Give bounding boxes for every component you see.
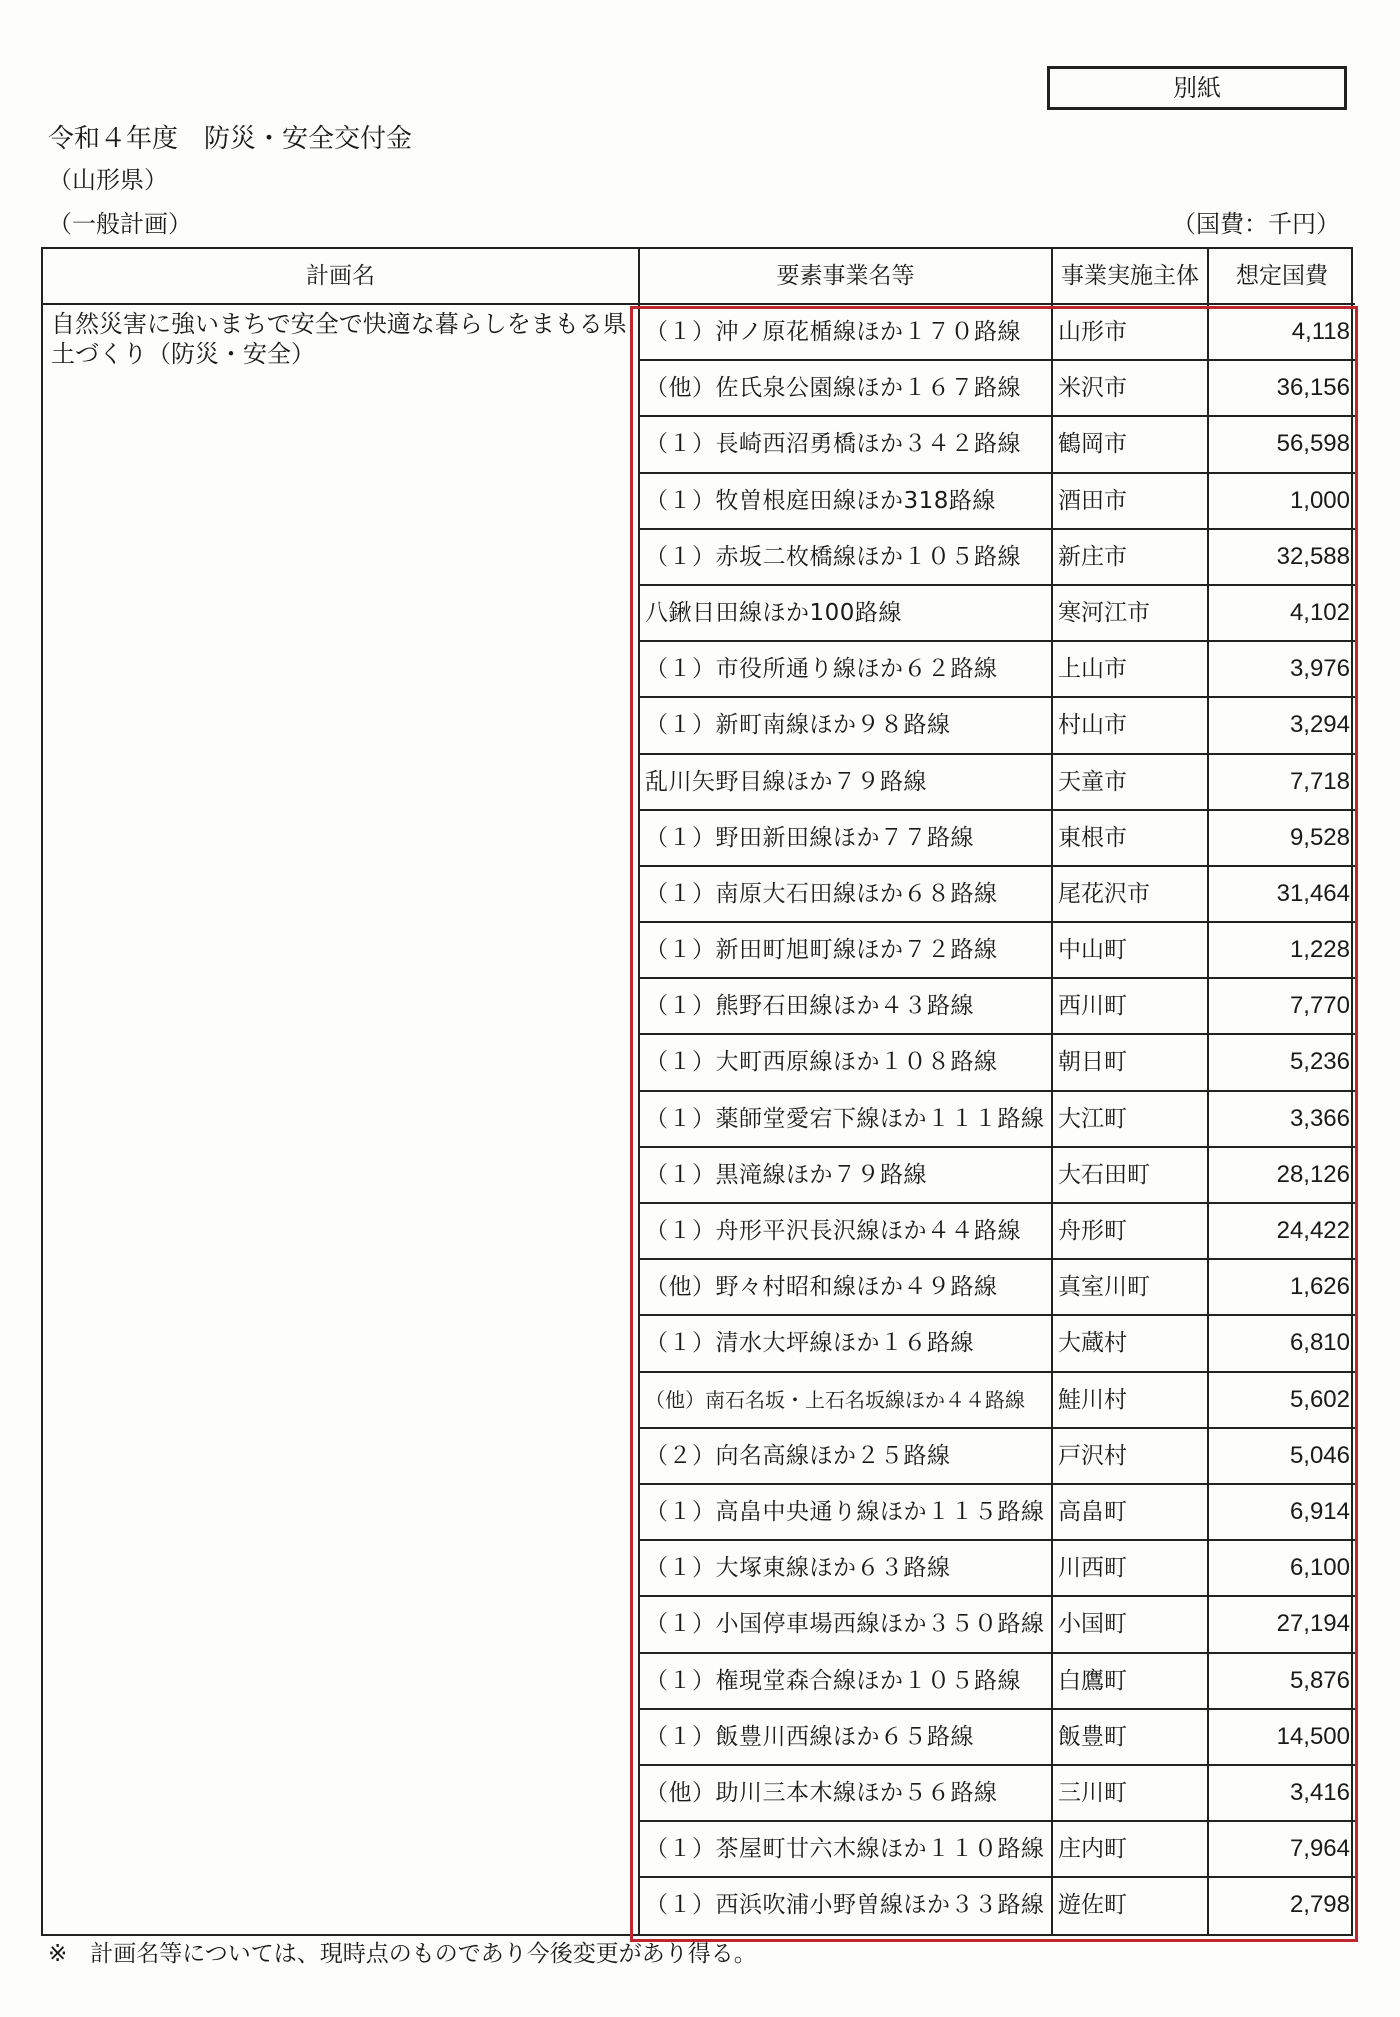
column-header-plan: 計画名	[43, 249, 640, 305]
amount-cell: 7,964	[1209, 1822, 1355, 1878]
project-name-cell: 八鍬日田線ほか100路線	[640, 586, 1053, 642]
project-name-cell: 乱川矢野目線ほか７９路線	[640, 755, 1053, 811]
amount-cell: 3,366	[1209, 1092, 1355, 1148]
entity-cell: 大石田町	[1053, 1148, 1209, 1204]
amount-cell: 32,588	[1209, 530, 1355, 586]
amount-cell: 5,046	[1209, 1429, 1355, 1485]
entity-cell: 天童市	[1053, 755, 1209, 811]
amount-cell: 6,810	[1209, 1316, 1355, 1372]
amount-cell: 5,602	[1209, 1373, 1355, 1429]
entity-cell: 大江町	[1053, 1092, 1209, 1148]
entity-cell: 上山市	[1053, 642, 1209, 698]
project-name-cell: （１）牧曽根庭田線ほか318路線	[640, 474, 1053, 530]
amount-cell: 1,626	[1209, 1260, 1355, 1316]
entity-cell: 戸沢村	[1053, 1429, 1209, 1485]
project-name-cell: （１）薬師堂愛宕下線ほか１１１路線	[640, 1092, 1053, 1148]
entity-cell: 鶴岡市	[1053, 417, 1209, 473]
amount-cell: 36,156	[1209, 361, 1355, 417]
amount-cell: 3,416	[1209, 1766, 1355, 1822]
entity-cell: 遊佐町	[1053, 1878, 1209, 1934]
amount-cell: 31,464	[1209, 867, 1355, 923]
amount-cell: 3,976	[1209, 642, 1355, 698]
project-name-cell: （１）高畠中央通り線ほか１１５路線	[640, 1485, 1053, 1541]
plan-name-cell: 自然災害に強いまちで安全で快適な暮らしをまもる県土づくり（防災・安全）	[43, 305, 640, 1934]
column-header-amount: 想定国費	[1209, 249, 1355, 305]
amount-cell: 9,528	[1209, 811, 1355, 867]
entity-cell: 西川町	[1053, 979, 1209, 1035]
entity-cell: 寒河江市	[1053, 586, 1209, 642]
project-name-cell: （１）西浜吹浦小野曽線ほか３３路線	[640, 1878, 1053, 1934]
footnote: ※ 計画名等については、現時点のものであり今後変更があり得る。	[48, 1941, 757, 1967]
project-name-cell: （１）黒滝線ほか７９路線	[640, 1148, 1053, 1204]
entity-cell: 飯豊町	[1053, 1710, 1209, 1766]
document-title: 令和４年度 防災・安全交付金	[48, 124, 413, 154]
amount-cell: 56,598	[1209, 417, 1355, 473]
project-name-cell: （１）茶屋町廿六木線ほか１１０路線	[640, 1822, 1053, 1878]
project-name-cell: （１）熊野石田線ほか４３路線	[640, 979, 1053, 1035]
project-name-cell: （他）佐氏泉公園線ほか１６７路線	[640, 361, 1053, 417]
amount-cell: 4,102	[1209, 586, 1355, 642]
entity-cell: 鮭川村	[1053, 1373, 1209, 1429]
amount-cell: 2,798	[1289, 1891, 1350, 1919]
amount-cell: 6,100	[1209, 1541, 1355, 1597]
entity-cell: 朝日町	[1053, 1035, 1209, 1091]
project-name-cell: （１）権現堂森合線ほか１０５路線	[640, 1654, 1053, 1710]
amount-cell: 5,236	[1209, 1035, 1355, 1091]
project-name-cell: （他）助川三本木線ほか５６路線	[640, 1766, 1053, 1822]
project-name-cell: （他）野々村昭和線ほか４９路線	[640, 1260, 1053, 1316]
project-name-cell: （他）南石名坂・上石名坂線ほか４４路線	[640, 1373, 1053, 1429]
amount-cell: 7,770	[1209, 979, 1355, 1035]
plan-type-label: （一般計画）	[48, 210, 192, 238]
entity-cell: 酒田市	[1053, 474, 1209, 530]
entity-cell: 庄内町	[1053, 1822, 1209, 1878]
project-name-cell: （１）飯豊川西線ほか６５路線	[640, 1710, 1053, 1766]
unit-label: （国費：千円）	[1172, 210, 1340, 238]
amount-cell: 1,228	[1209, 923, 1355, 979]
entity-cell: 新庄市	[1053, 530, 1209, 586]
project-name-cell: （１）市役所通り線ほか６２路線	[640, 642, 1053, 698]
project-name-cell: （１）野田新田線ほか７７路線	[640, 811, 1053, 867]
project-name-cell: （１）新田町旭町線ほか７２路線	[640, 923, 1053, 979]
amount-cell: 27,194	[1209, 1597, 1355, 1653]
project-name-cell: （１）赤坂二枚橋線ほか１０５路線	[640, 530, 1053, 586]
amount-cell: 3,294	[1209, 698, 1355, 754]
amount-cell: 28,126	[1209, 1148, 1355, 1204]
project-name-cell: （１）小国停車場西線ほか３５０路線	[640, 1597, 1053, 1653]
attachment-label-box: 別紙	[1047, 66, 1347, 110]
entity-cell: 白鷹町	[1053, 1654, 1209, 1710]
entity-cell: 高畠町	[1053, 1485, 1209, 1541]
project-name-cell: （１）大塚東線ほか６３路線	[640, 1541, 1053, 1597]
project-name-cell: （１）長崎西沼勇橋ほか３４２路線	[640, 417, 1053, 473]
project-name-cell: （１）清水大坪線ほか１６路線	[640, 1316, 1053, 1372]
amount-cell: 6,914	[1209, 1485, 1355, 1541]
entity-cell: 中山町	[1053, 923, 1209, 979]
amount-cell: 1,000	[1209, 474, 1355, 530]
entity-cell: 真室川町	[1053, 1260, 1209, 1316]
entity-cell: 東根市	[1053, 811, 1209, 867]
entity-cell: 米沢市	[1053, 361, 1209, 417]
project-name-cell: （１）南原大石田線ほか６８路線	[640, 867, 1053, 923]
entity-cell: 小国町	[1053, 1597, 1209, 1653]
entity-cell: 山形市	[1053, 305, 1209, 361]
entity-cell: 川西町	[1053, 1541, 1209, 1597]
prefecture-label: （山形県）	[48, 166, 168, 194]
amount-cell: 7,718	[1209, 755, 1355, 811]
entity-cell: 三川町	[1053, 1766, 1209, 1822]
amount-cell: 4,118	[1209, 305, 1355, 361]
entity-cell: 尾花沢市	[1053, 867, 1209, 923]
grant-table	[41, 247, 1353, 1936]
amount-cell: 24,422	[1209, 1204, 1355, 1260]
entity-cell: 舟形町	[1053, 1204, 1209, 1260]
amount-cell: 5,876	[1209, 1654, 1355, 1710]
column-header-project: 要素事業名等	[640, 249, 1053, 305]
entity-cell: 村山市	[1053, 698, 1209, 754]
column-header-entity: 事業実施主体	[1053, 249, 1209, 305]
project-name-cell: （１）沖ノ原花楯線ほか１７０路線	[640, 305, 1053, 361]
project-name-cell: （１）大町西原線ほか１０８路線	[640, 1035, 1053, 1091]
amount-cell: 14,500	[1209, 1710, 1355, 1766]
entity-cell: 大蔵村	[1053, 1316, 1209, 1372]
project-name-cell: （１）新町南線ほか９８路線	[640, 698, 1053, 754]
project-name-cell: （２）向名高線ほか２５路線	[640, 1429, 1053, 1485]
project-name-cell: （１）舟形平沢長沢線ほか４４路線	[640, 1204, 1053, 1260]
